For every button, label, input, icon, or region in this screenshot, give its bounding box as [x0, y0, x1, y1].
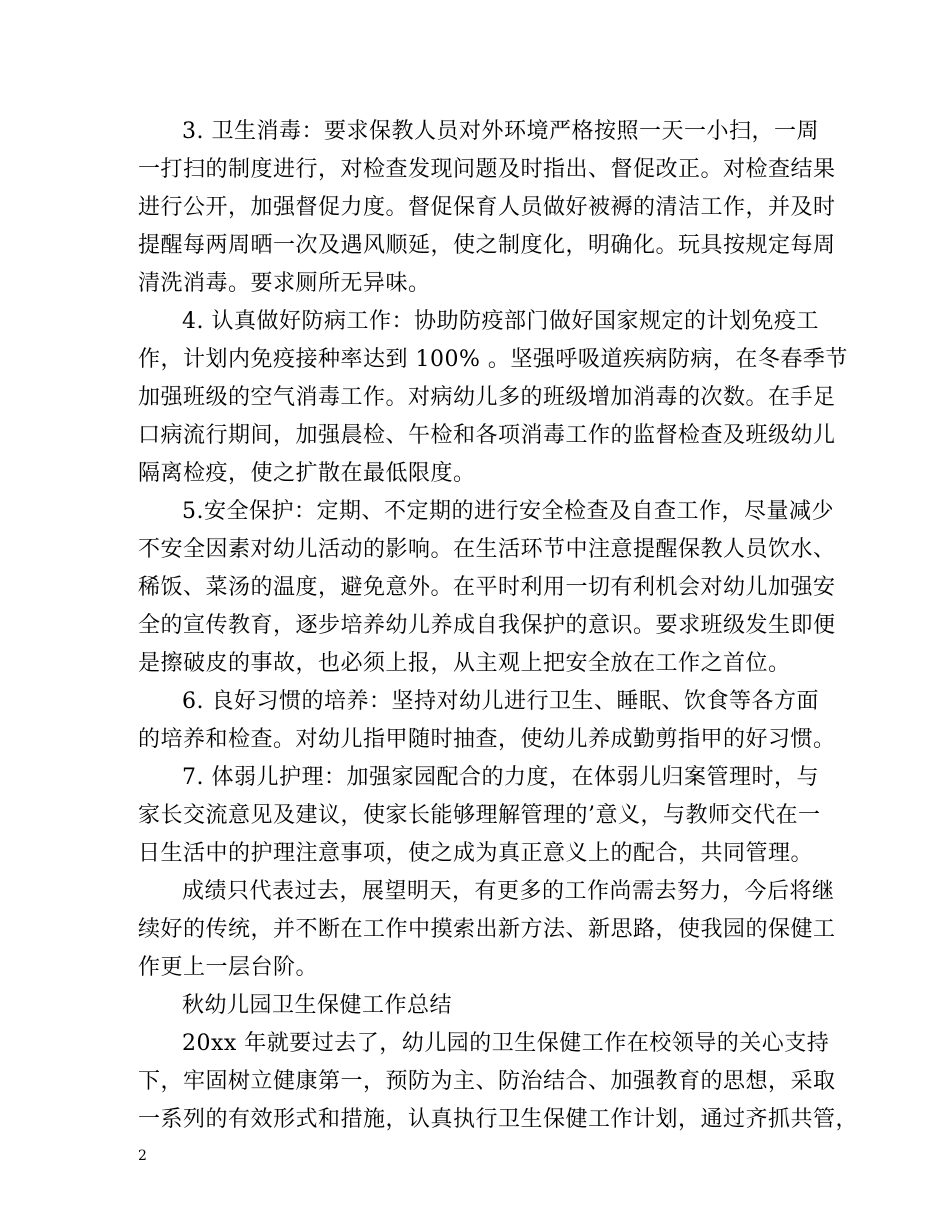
- paragraph-line: 进行公开，加强督促力度。督促保育人员做好被褥的清洁工作，并及时: [138, 195, 836, 220]
- paragraph-line: 家长交流意见及建议，使家长能够理解管理的’意义，与教师交代在一: [138, 803, 821, 828]
- paragraph-line: 一打扫的制度进行，对检查发现问题及时指出、督促改正。对检查结果: [138, 157, 836, 182]
- paragraph-line: 20xx 年就要过去了，幼儿园的卫生保健工作在校领导的关心支持: [182, 1031, 830, 1056]
- paragraph-line: 下，牢固树立健康第一，预防为主、防治结合、加强教育的思想，采取: [138, 1069, 836, 1094]
- paragraph-line: 作，计划内免疫接种率达到 100% 。坚强呼吸道疾病防病，在冬春季节: [138, 347, 848, 372]
- paragraph-line: 作更上一层台阶。: [138, 955, 319, 980]
- paragraph-line: 7. 体弱儿护理：加强家园配合的力度，在体弱儿归案管理时，与: [182, 765, 819, 790]
- paragraph-line: 4. 认真做好防病工作：协助防疫部门做好国家规定的计划免疫工: [182, 309, 819, 334]
- paragraph-line: 提醒每两周晒一次及遇风顺延，使之制度化，明确化。玩具按规定每周: [138, 233, 836, 258]
- paragraph-line: 5.安全保护：定期、不定期的进行安全检查及自查工作，尽量减少: [182, 499, 834, 524]
- paragraph-line: 日生活中的护理注意事项，使之成为真正意义上的配合，共同管理。: [138, 841, 814, 866]
- paragraph-line: 不安全因素对幼儿活动的影响。在生活环节中注意提醒保教人员饮水、: [138, 537, 836, 562]
- document-body: [138, 113, 859, 1139]
- paragraph-line: 是擦破皮的事故，也必须上报，从主观上把安全放在工作之首位。: [138, 651, 791, 676]
- paragraph-line: 6. 良好习惯的培养：坚持对幼儿进行卫生、睡眠、饮食等各方面: [182, 689, 819, 714]
- paragraph-line: 续好的传统，并不断在工作中摸索出新方法、新思路，使我园的保健工: [138, 917, 836, 942]
- page-number: 2: [138, 1148, 147, 1164]
- paragraph-line: 清洗消毒。要求厕所无异味。: [138, 271, 431, 296]
- paragraph-line: 的培养和检查。对幼儿指甲随时抽查，使幼儿养成勤剪指甲的好习惯。: [138, 727, 836, 752]
- section-heading: 秋幼儿园卫生保健工作总结: [182, 993, 453, 1018]
- paragraph-line: 加强班级的空气消毒工作。对病幼儿多的班级增加消毒的次数。在手足: [138, 385, 836, 410]
- paragraph-line: 3. 卫生消毒：要求保教人员对外环境严格按照一天一小扫，一周: [182, 119, 819, 144]
- paragraph-line: 成绩只代表过去，展望明天，有更多的工作尚需去努力，今后将继: [182, 879, 835, 904]
- paragraph-line: 隔离检疫，使之扩散在最低限度。: [138, 461, 476, 486]
- paragraph-line: 口病流行期间，加强晨检、午检和各项消毒工作的监督检查及班级幼儿: [138, 423, 836, 448]
- paragraph-line: 一系列的有效形式和措施，认真执行卫生保健工作计划，通过齐抓共管，: [138, 1107, 859, 1132]
- paragraph-line: 稀饭、菜汤的温度，避免意外。在平时利用一切有利机会对幼儿加强安: [138, 575, 836, 600]
- paragraph-line: 全的宣传教育，逐步培养幼儿养成自我保护的意识。要求班级发生即便: [138, 613, 836, 638]
